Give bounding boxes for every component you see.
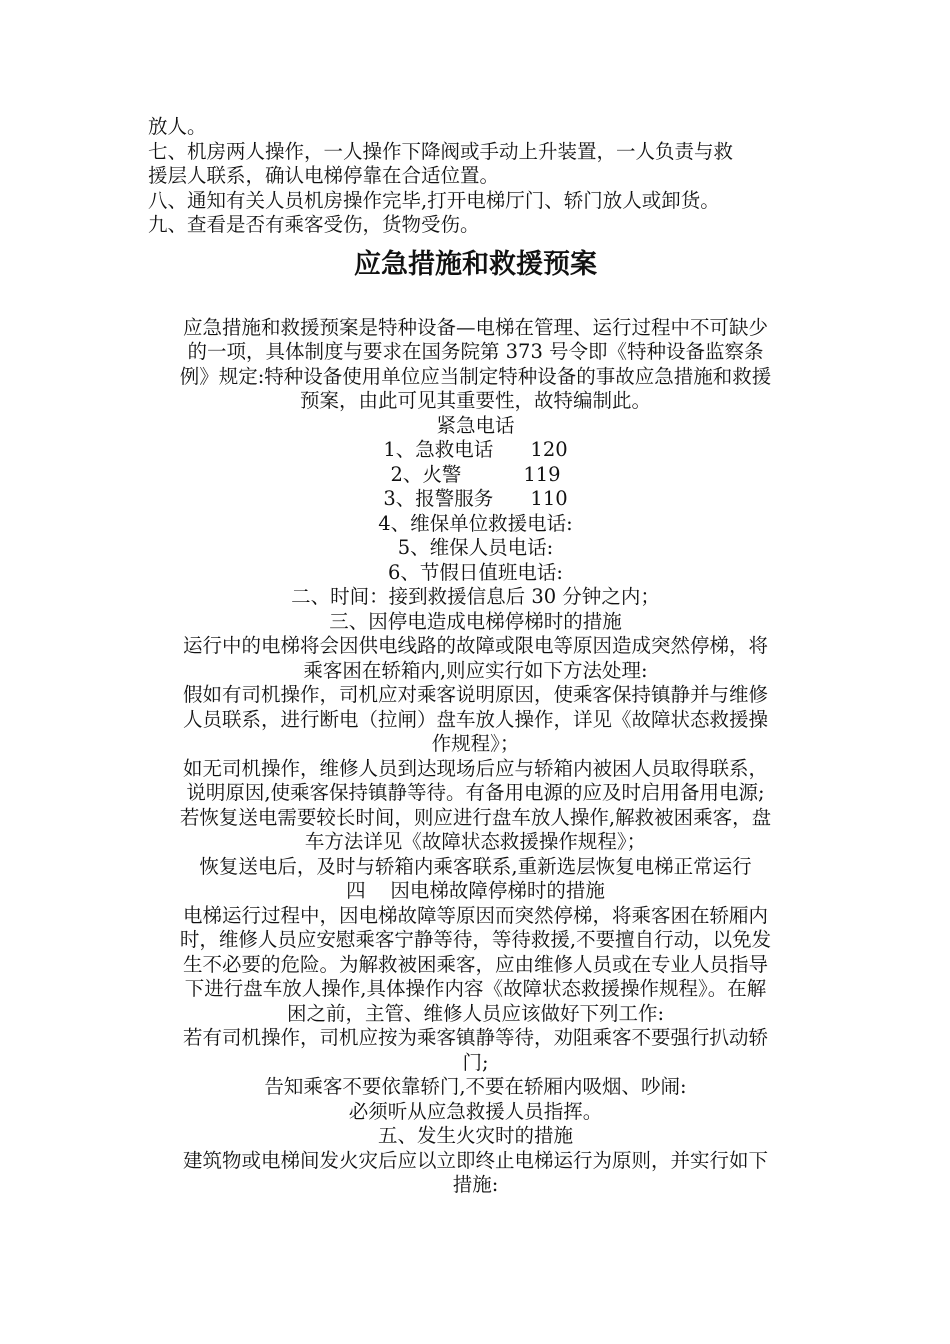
text-line: 人员联系，进行断电（拉闸）盘车放人操作，详见《故障状态救援操 [182, 707, 768, 731]
text-line: 恢复送电后，及时与轿箱内乘客联系,重新选层恢复电梯正常运行 [199, 854, 752, 878]
text-line: 若恢复送电需要较长时间，则应进行盘车放人操作,解救被困乘客，盘 [179, 805, 772, 829]
text-line: 建筑物或电梯间发火灾后应以立即终止电梯运行为原则，并实行如下 [182, 1148, 768, 1172]
text-line: 预案，由此可见其重要性，故特编制此。 [299, 389, 651, 412]
text-line: 九、查看是否有乘客受伤，货物受伤。 [148, 213, 480, 236]
phones-heading: 紧急电话 [436, 413, 515, 437]
section-3-body [148, 634, 803, 879]
text-line: 下进行盘车放人操作,具体操作内容《故障状态救援操作规程》。在解 [184, 977, 767, 1000]
text-line: 电梯运行过程中，因电梯故障等原因而突然停梯，将乘客困在轿厢内 [182, 903, 768, 927]
text-line: 告知乘客不要依靠轿门,不要在轿厢内吸烟、吵闹: [264, 1075, 687, 1098]
document-title: 应急措施和救援预案 [354, 248, 597, 280]
text-line: 必须听从应急救援人员指挥。 [348, 1099, 603, 1123]
text-line: 车方法详见《故障状态救援操作规程》； [304, 830, 647, 853]
text-line: 放人。 [148, 115, 207, 138]
section-5-heading: 五、发生火灾时的措施 [377, 1124, 573, 1147]
text-line: 生不必要的危险。为解救被困乘客，应由维修人员或在专业人员指导 [182, 952, 768, 976]
phone-text: 3、报警服务 110 [383, 487, 568, 510]
text-line: 若有司机操作，司机应按为乘客镇静等待，劝阻乘客不要强行扒动轿 [182, 1026, 768, 1049]
text-line: 作规程》； [431, 732, 520, 755]
phone-item [148, 512, 803, 537]
text-line: 的一项，具体制度与要求在国务院第 373 号令即《特种设备监察条 [187, 340, 764, 363]
text-line: 时，维修人员应安慰乘客宁静等待，等待救援,不要擅自行动，以免发 [179, 928, 772, 951]
section-4-body [148, 904, 803, 1125]
text-line: 困之前，主管、维修人员应该做好下列工作: [286, 1001, 665, 1025]
phone-text: 6、节假日值班电话: [388, 560, 563, 584]
text-line: 说明原因,使乘客保持镇静等待。有备用电源的应及时启用备用电源; [186, 781, 765, 804]
intro-paragraph [148, 316, 803, 414]
text-line: 例》规定:特种设备使用单位应当制定特种设备的事故应急措施和救援 [179, 364, 772, 388]
text-line: 乘客困在轿箱内,则应实行如下方法处理: [303, 658, 648, 682]
phone-item [148, 438, 803, 463]
phone-item [148, 487, 803, 512]
section-4-heading: 四 因电梯故障停梯时的措施 [346, 879, 605, 902]
document-page [148, 115, 803, 1198]
phone-list [148, 438, 803, 585]
text-line: 七、机房两人操作，一人操作下降阀或手动上升装置，一人负责与救 [148, 139, 734, 163]
phone-text: 5、维保人员电话: [397, 536, 554, 559]
time-line: 二、时间：接到救援信息后 30 分钟之内； [291, 585, 660, 608]
phone-text: 2、火警 119 [390, 462, 561, 486]
text-line: 八、通知有关人员机房操作完毕,打开电梯厅门、轿门放人或卸货。 [148, 188, 720, 212]
text-line: 运行中的电梯将会因供电线路的故障或限电等原因造成突然停梯，将 [182, 634, 768, 657]
top-section [148, 115, 803, 238]
section-5-body [148, 1149, 803, 1198]
text-line: 应急措施和救援预案是特种设备—电梯在管理、运行过程中不可缺少 [182, 315, 768, 339]
phone-text: 4、维保单位救援电话: [378, 511, 573, 535]
text-line: 措施: [452, 1173, 499, 1196]
phone-item [148, 561, 803, 586]
phone-text: 1、急救电话 120 [383, 438, 568, 461]
phone-item [148, 463, 803, 488]
text-line: 如无司机操作，维修人员到达现场后应与轿箱内被困人员取得联系， [182, 756, 768, 780]
text-line: 援层人联系，确认电梯停靠在合适位置。 [148, 164, 500, 187]
phone-item [148, 536, 803, 561]
section-3-heading: 三、因停电造成电梯停梯时的措施 [329, 609, 622, 633]
text-line: 门; [462, 1050, 489, 1074]
text-line: 假如有司机操作，司机应对乘客说明原因，使乘客保持镇静并与维修 [182, 683, 768, 706]
